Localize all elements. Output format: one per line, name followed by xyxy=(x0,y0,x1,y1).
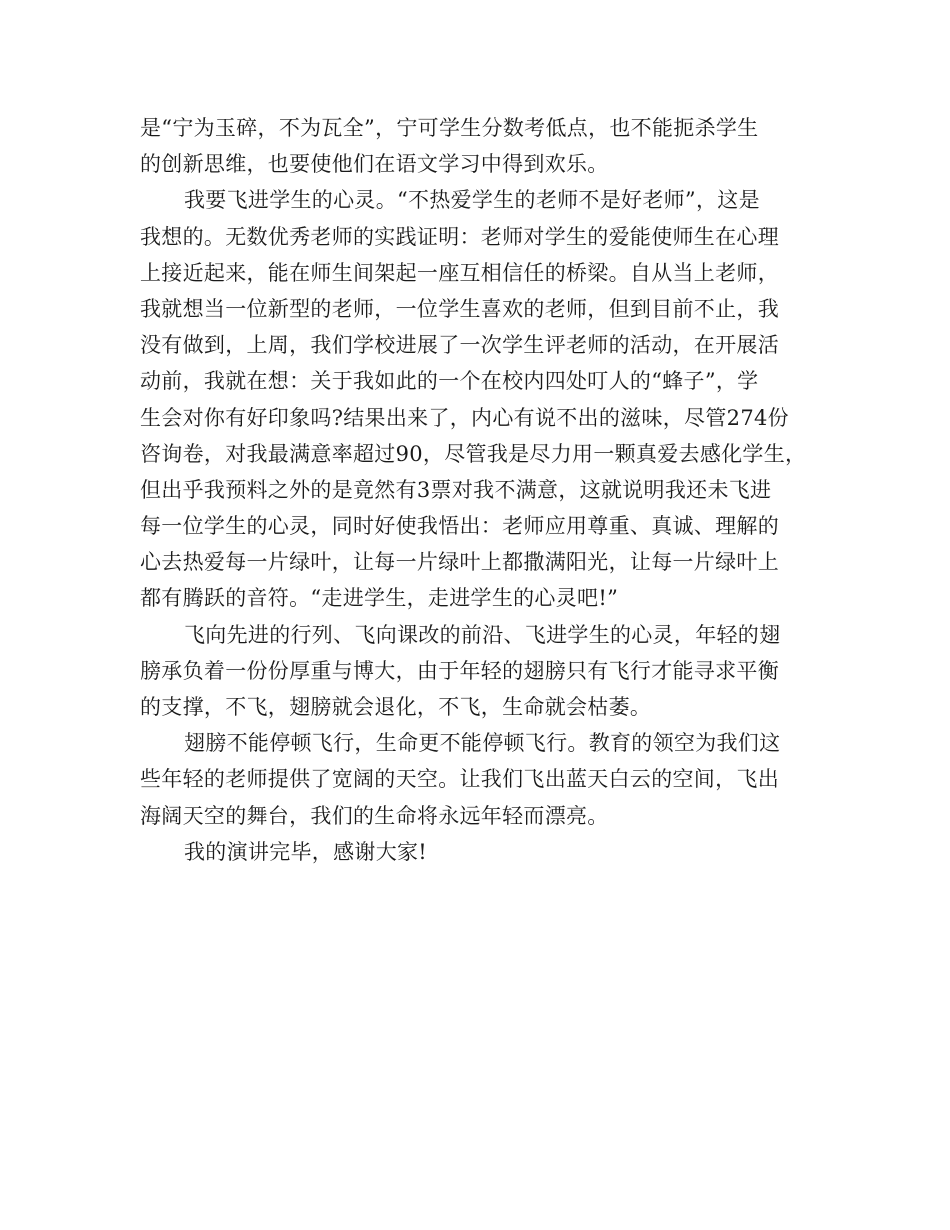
paragraph-first-line: 翅膀不能停顿飞行，生命更不能停顿飞行。教育的领空为我们这 xyxy=(184,731,781,756)
text-line: 但出乎我预料之外的是竟然有3票对我不满意，这就说明我还未飞进 xyxy=(140,477,772,502)
text-line: 咨询卷，对我最满意率超过90，尽管我是尽力用一颗真爱去感化学生， xyxy=(140,441,807,466)
text-line: 心去热爱每一片绿叶，让每一片绿叶上都撒满阳光，让每一片绿叶上 xyxy=(140,550,779,575)
text-line: 膀承负着一份份厚重与博大，由于年轻的翅膀只有飞行才能寻求平衡 xyxy=(140,658,779,683)
text-line: 我就想当一位新型的老师，一位学生喜欢的老师，但到目前不止，我 xyxy=(140,296,779,321)
text-line: 动前，我就在想：关于我如此的一个在校内四处叮人的“蜂子”，学 xyxy=(140,369,759,394)
closing-line: 我的演讲完毕，感谢大家! xyxy=(184,839,428,864)
paragraph-first-line: 飞向先进的行列、飞向课改的前沿、飞进学生的心灵，年轻的翅 xyxy=(184,622,781,647)
text-line: 的创新思维，也要使他们在语文学习中得到欢乐。 xyxy=(140,152,609,177)
text-line: 生会对你有好印象吗?结果出来了，内心有说不出的滋味，尽管274份 xyxy=(140,405,789,430)
text-line: 海阔天空的舞台，我们的生命将永远年轻而漂亮。 xyxy=(140,803,609,828)
text-line: 都有腾跃的音符。“走进学生，走进学生的心灵吧!” xyxy=(140,586,619,611)
text-line: 的支撑，不飞，翅膀就会退化，不飞，生命就会枯萎。 xyxy=(140,695,652,719)
paragraph-first-line: 我要飞进学生的心灵。“不热爱学生的老师不是好老师”，这是 xyxy=(184,188,760,213)
body-text xyxy=(140,110,822,870)
text-line: 些年轻的老师提供了宽阔的天空。让我们飞出蓝天白云的空间，飞出 xyxy=(140,767,779,792)
text-line: 是“宁为玉碎，不为瓦全”，宁可学生分数考低点，也不能扼杀学生 xyxy=(140,116,759,140)
text-line: 每一位学生的心灵，同时好使我悟出：老师应用尊重、真诚、理解的 xyxy=(140,514,779,539)
text-line: 没有做到，上周，我们学校进展了一次学生评老师的活动，在开展活 xyxy=(140,333,779,358)
text-line: 我想的。无数优秀老师的实践证明：老师对学生的爱能使师生在心理 xyxy=(140,224,779,249)
text-line: 上接近起来，能在师生间架起一座互相信任的桥梁。自从当上老师， xyxy=(140,260,779,285)
